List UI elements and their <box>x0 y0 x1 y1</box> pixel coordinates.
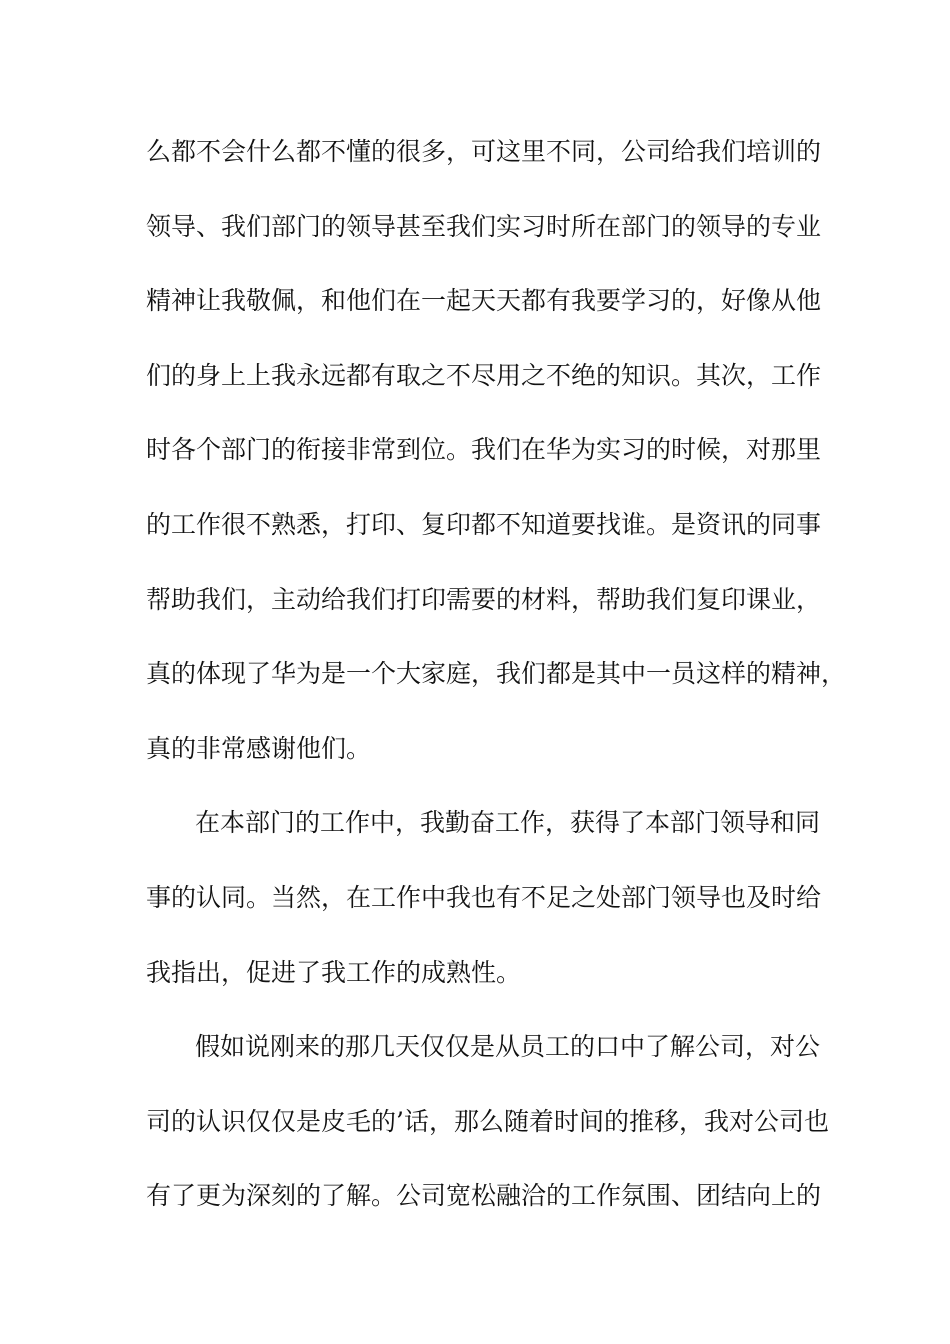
text-line: 精神让我敬佩，和他们在一起天天都有我要学习的，好像从他 <box>146 286 822 316</box>
text-line: 么都不会什么都不懂的很多，可这里不同，公司给我们培训的 <box>146 137 822 166</box>
text-line: 真的非常感谢他们。 <box>146 733 372 763</box>
paragraph-first-line: 在本部门的工作中，我勤奋工作，获得了本部门领导和同 <box>195 808 821 838</box>
text-line: 真的体现了华为是一个大家庭，我们都是其中一员这样的精神， <box>146 659 847 689</box>
text-line: 司的认识仅仅是皮毛的’话，那么随着时间的推移，我对公司也 <box>146 1106 829 1136</box>
text-line: 我指出，促进了我工作的成熟性。 <box>146 957 522 987</box>
text-line: 们的身上上我永远都有取之不尽用之不绝的知识。其次，工作 <box>146 360 822 390</box>
text-line: 有了更为深刻的了解。公司宽松融洽的工作氛围、团结向上的 <box>146 1181 822 1211</box>
text-line: 事的认同。当然，在工作中我也有不足之处部门领导也及时给 <box>146 882 822 912</box>
text-line: 时各个部门的衔接非常到位。我们在华为实习的时候，对那里 <box>146 435 822 465</box>
text-line: 领导、我们部门的领导甚至我们实习时所在部门的领导的专业 <box>146 211 822 241</box>
text-line: 的工作很不熟悉，打印、复印都不知道要找谁。是资讯的同事 <box>146 509 822 539</box>
paragraph-first-line: 假如说刚来的那几天仅仅是从员工的口中了解公司，对公 <box>195 1032 821 1062</box>
document-body <box>146 133 847 1252</box>
text-line: 帮助我们，主动给我们打印需要的材料，帮助我们复印课业， <box>146 584 822 614</box>
